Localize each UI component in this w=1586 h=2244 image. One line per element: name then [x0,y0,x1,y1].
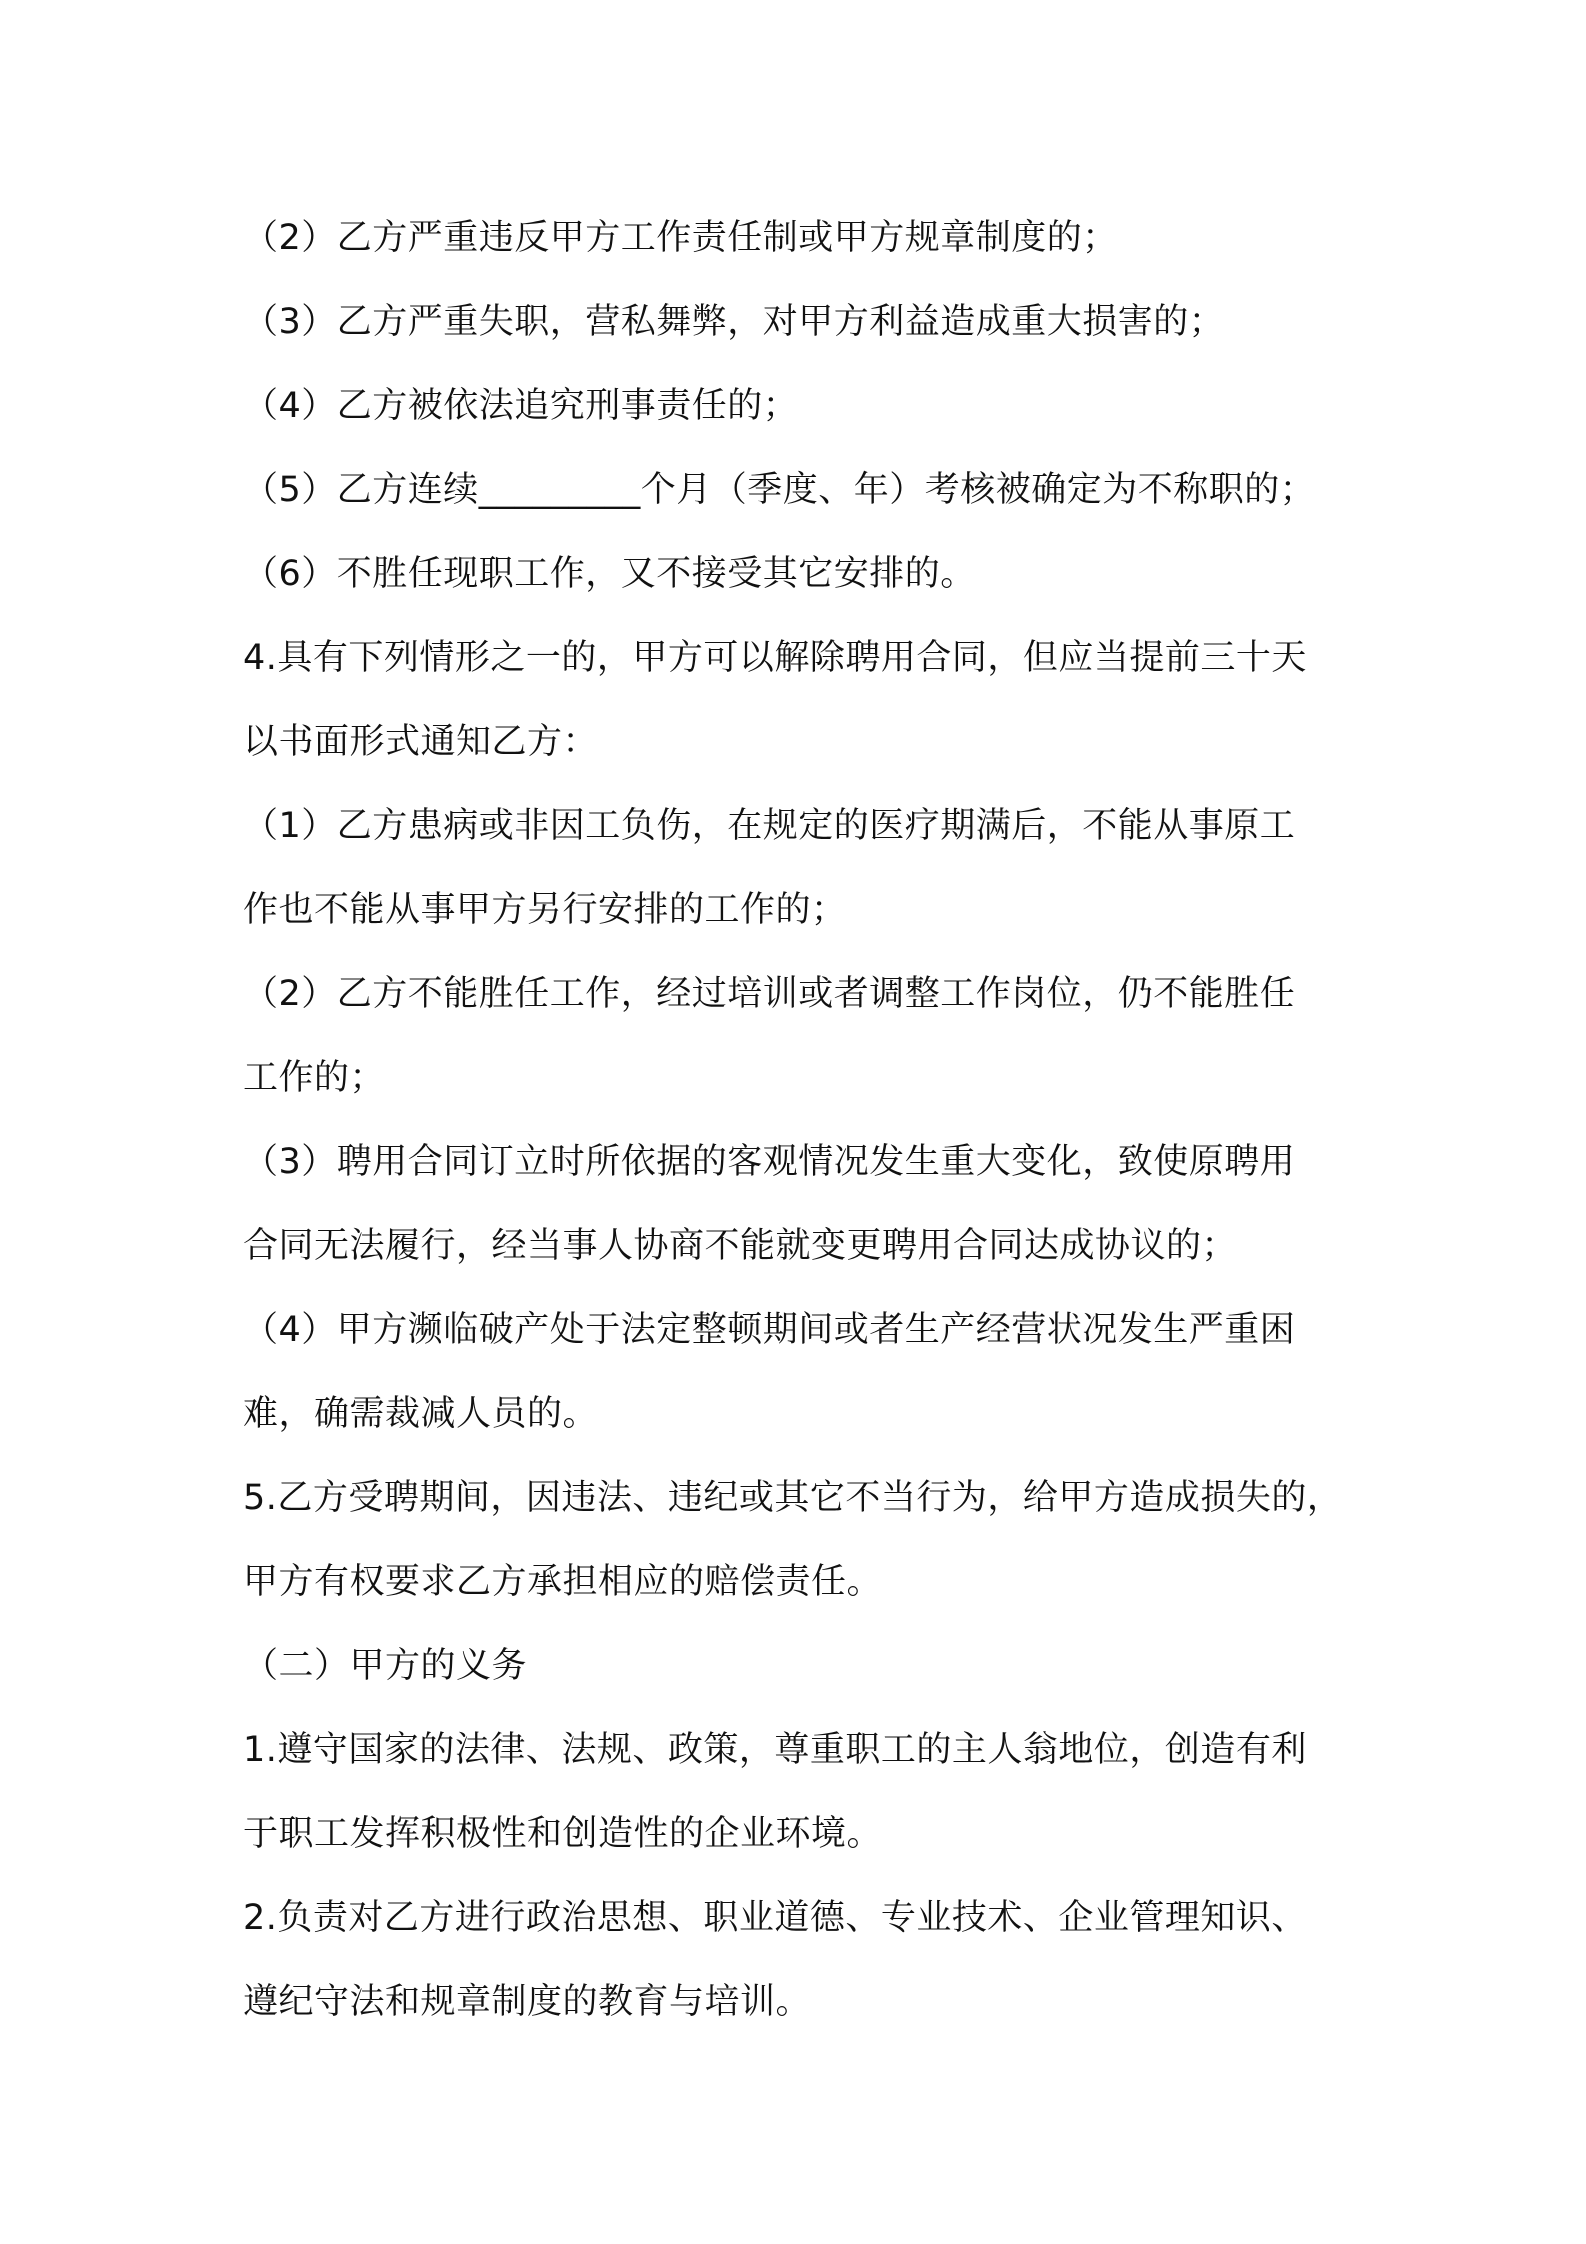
clause-item-3: （3）乙方严重失职，营私舞弊，对甲方利益造成重大损害的； [243,302,1225,342]
article-4-item-2-line-1: （2）乙方不能胜任工作，经过培训或者调整工作岗位，仍不能胜任 [243,974,1296,1014]
article-4-item-2-line-2: 工作的； [243,1058,386,1098]
article-4-item-4-line-1: （4）甲方濒临破产处于法定整顿期间或者生产经营状况发生严重困 [243,1310,1296,1350]
obligation-2-line-2: 遵纪守法和规章制度的教育与培训。 [243,1982,812,2022]
article-4-item-1-line-1: （1）乙方患病或非因工负伤，在规定的医疗期满后，不能从事原工 [243,806,1296,846]
obligation-2-line-1: 2.负责对乙方进行政治思想、职业道德、专业技术、企业管理知识、 [243,1898,1307,1938]
article-5-line-2: 甲方有权要求乙方承担相应的赔偿责任。 [243,1562,883,1602]
document-body [243,196,1363,2044]
article-4-item-1-line-2: 作也不能从事甲方另行安排的工作的； [243,890,847,930]
section-heading-employer-obligations: （二）甲方的义务 [243,1646,528,1686]
article-4-line-1: 4.具有下列情形之一的，甲方可以解除聘用合同，但应当提前三十天 [243,638,1307,678]
article-4-line-2: 以书面形式通知乙方： [243,722,599,762]
obligation-1-line-1: 1.遵守国家的法律、法规、政策，尊重职工的主人翁地位，创造有利 [243,1730,1307,1770]
article-5-line-1: 5.乙方受聘期间，因违法、违纪或其它不当行为，给甲方造成损失的， [243,1478,1343,1518]
article-4-item-3-line-1: （3）聘用合同订立时所依据的客观情况发生重大变化，致使原聘用 [243,1142,1296,1182]
clause-item-6: （6）不胜任现职工作，又不接受其它安排的。 [243,554,976,594]
article-4-item-4-line-2: 难，确需裁减人员的。 [243,1394,599,1434]
clause-item-2: （2）乙方严重违反甲方工作责任制或甲方规章制度的； [243,218,1118,258]
clause-item-5: （5）乙方连续_________个月（季度、年）考核被确定为不称职的； [243,470,1316,510]
article-4-item-3-line-2: 合同无法履行，经当事人协商不能就变更聘用合同达成协议的； [243,1226,1238,1266]
obligation-1-line-2: 于职工发挥积极性和创造性的企业环境。 [243,1814,883,1854]
clause-item-4: （4）乙方被依法追究刑事责任的； [243,386,799,426]
